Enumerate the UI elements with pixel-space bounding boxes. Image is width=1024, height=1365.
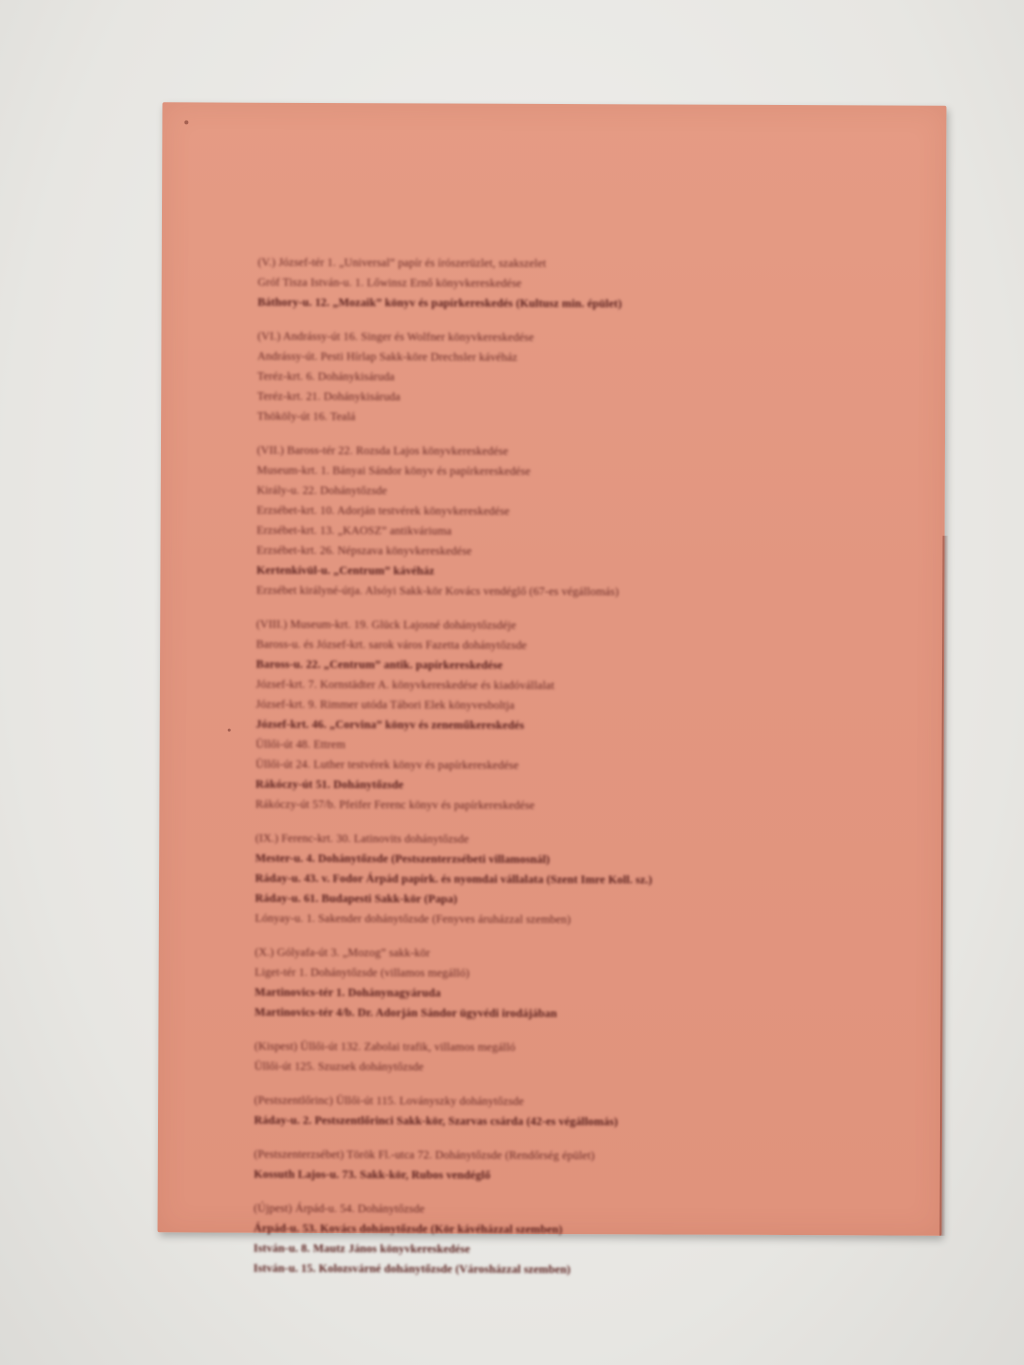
listing-entry: Martinovics-tér 1. Dohánynagyáruda	[254, 986, 441, 1000]
listing-entry: Erzsébet királyné-útja. Alsóyi Sakk-kör Kovács vendéglő (67-es végállomás)	[256, 584, 619, 599]
paper-speck	[184, 120, 188, 124]
listing-entry: Rákóczy-út 51. Dohánytőzsde	[255, 778, 404, 792]
listing-entry: József-krt. 9. Rimmer utóda Tábori Elek könyvesboltja	[255, 698, 515, 712]
listing-entry: József-krt. 7. Kornstädter A. könyvkereskedése és kiadóvállalat	[255, 678, 555, 693]
listing-group	[254, 1091, 854, 1134]
listing-entry: (X.) Gólyafa-út 3. „Mozog” sakk-kör	[254, 946, 431, 960]
listing-entry: József-krt. 46. „Corvina” könyv és zeneműkereskedés	[255, 718, 525, 732]
listing-entry: Liget-tér 1. Dohánytőzsde (villamos megálló)	[254, 966, 470, 980]
listing-entry: Erzsébet-krt. 26. Népszava könyvkereskedése	[256, 544, 472, 558]
listing-entry: Báthory-u. 12. „Mozaik” könyv és papírkereskedés (Kultusz min. épület)	[257, 296, 622, 311]
listing-entry: Museum-krt. 1. Bányai Sándor könyv és papírkereskedése	[256, 464, 531, 478]
listing-entry: Andrássy-út. Pesti Hírlap Sakk-köre Drechsler kávéház	[257, 350, 518, 364]
listing-group	[253, 1199, 853, 1282]
listing-entry: (IX.) Ferenc-krt. 30. Latinovits dohánytőzsde	[255, 832, 469, 846]
listing-entry: Martinovics-tér 4/b. Dr. Adorján Sándor ügyvédi irodájában	[254, 1006, 558, 1021]
listing-entry: Erzsébet-krt. 10. Adorján testvérek könyvkereskedése	[256, 504, 510, 518]
listing-entry: Rákóczy-út 57/b. Pfeifer Ferenc könyv és papírkereskedése	[255, 798, 535, 812]
listing-entry: Mester-u. 4. Dohánytőzsde (Pestszenterzsébeti villamosnál)	[255, 852, 550, 866]
listing-entry: Lónyay-u. 1. Sakender dohánytőzsde (Fenyves áruházzal szemben)	[254, 912, 571, 927]
listing-group	[255, 829, 855, 932]
listing-entry: Gróf Tisza István-u. 1. Lőwinsz Ernő könyvkereskedése	[257, 276, 522, 290]
listing-group	[256, 441, 857, 604]
listing-entry: Kertenkívül-u. „Centrum” kávéház	[256, 564, 435, 578]
listing-group	[258, 253, 858, 316]
listing-entry: (Pestszenterzsébet) Török Fl.-utca 72. Dohánytőzsde (Rendőrség épület)	[253, 1148, 595, 1163]
listing-group	[254, 1145, 854, 1188]
listing-entry: (VII.) Baross-tér 22. Rozsda Lajos könyvkereskedése	[256, 444, 509, 458]
listing-entry: Teréz-krt. 21. Dohánykisáruda	[257, 390, 401, 404]
listing-entry: Ráday-u. 43. v. Fodor Árpád papírk. és nyomdai vállalata (Szent Imre Koll. sz.)	[255, 872, 653, 887]
listing-entry: Árpád-u. 53. Kovács dohánytőzsde (Kör kávéházzal szemben)	[253, 1222, 563, 1237]
listing-group	[254, 1037, 854, 1080]
listing-entry: Ráday-u. 2. Pestszentlőrinci Sakk-kör, Szarvas csárda (42-es végállomás)	[254, 1114, 618, 1129]
listing-entry: Király-u. 22. Dohánytőzsde	[256, 484, 388, 498]
listing-group	[255, 615, 856, 818]
listing-entry: Ráday-u. 61. Budapesti Sakk-kör (Papa)	[254, 892, 458, 906]
listing-group	[257, 327, 857, 430]
listing-entry: Üllői-út 48. Ettrem	[255, 738, 346, 752]
listing-entry: (V.) József-tér 1. „Universal” papír és írószerüzlet, szakszelet	[257, 256, 547, 270]
listing-entry: (Újpest) Árpád-u. 54. Dohánytőzsde	[253, 1202, 425, 1216]
listing-entry: Baross-u. és József-krt. sarok város Fazetta dohánytőzsde	[256, 638, 527, 652]
paper-sheet	[158, 102, 947, 1277]
listing-entry: Kossuth Lajos-u. 73. Sakk-kör, Rubos vendéglő	[253, 1168, 491, 1182]
listing-entry: Thököly-út 16. Tealá	[257, 410, 356, 424]
listing-entry: István-u. 8. Mautz János könyvkereskedése	[253, 1242, 471, 1256]
listing-entry: (Pestszentlőrinc) Üllői-út 115. Loványszky dohánytőzsde	[254, 1094, 524, 1108]
listing-entry: (VI.) Andrássy-út 16. Singer és Wolfner könyvkereskedése	[257, 330, 535, 344]
address-listing	[253, 253, 858, 1296]
listing-entry: István-u. 15. Kolozsvárné dohánytőzsde (Városházzal szemben)	[253, 1262, 571, 1277]
listing-entry: (VIII.) Museum-krt. 19. Glück Lajosné dohánytőzsdéje	[256, 618, 517, 632]
listing-entry: Baross-u. 22. „Centrum” antik. papírkereskedése	[255, 658, 503, 672]
listing-group	[254, 943, 854, 1026]
paper-speck	[228, 729, 231, 732]
listing-entry: Teréz-krt. 6. Dohánykisáruda	[257, 370, 395, 384]
listing-entry: (Kispest) Üllői-út 132. Zabolai trafik, villamos megálló	[254, 1040, 516, 1054]
listing-entry: Erzsébet-krt. 13. „KAOSZ” antikváriuma	[256, 524, 452, 538]
listing-entry: Üllői-út 125. Szuzsek dohánytőzsde	[254, 1060, 424, 1074]
listing-entry: Üllői-út 24. Luther testvérek könyv és papírkereskedése	[255, 758, 519, 772]
